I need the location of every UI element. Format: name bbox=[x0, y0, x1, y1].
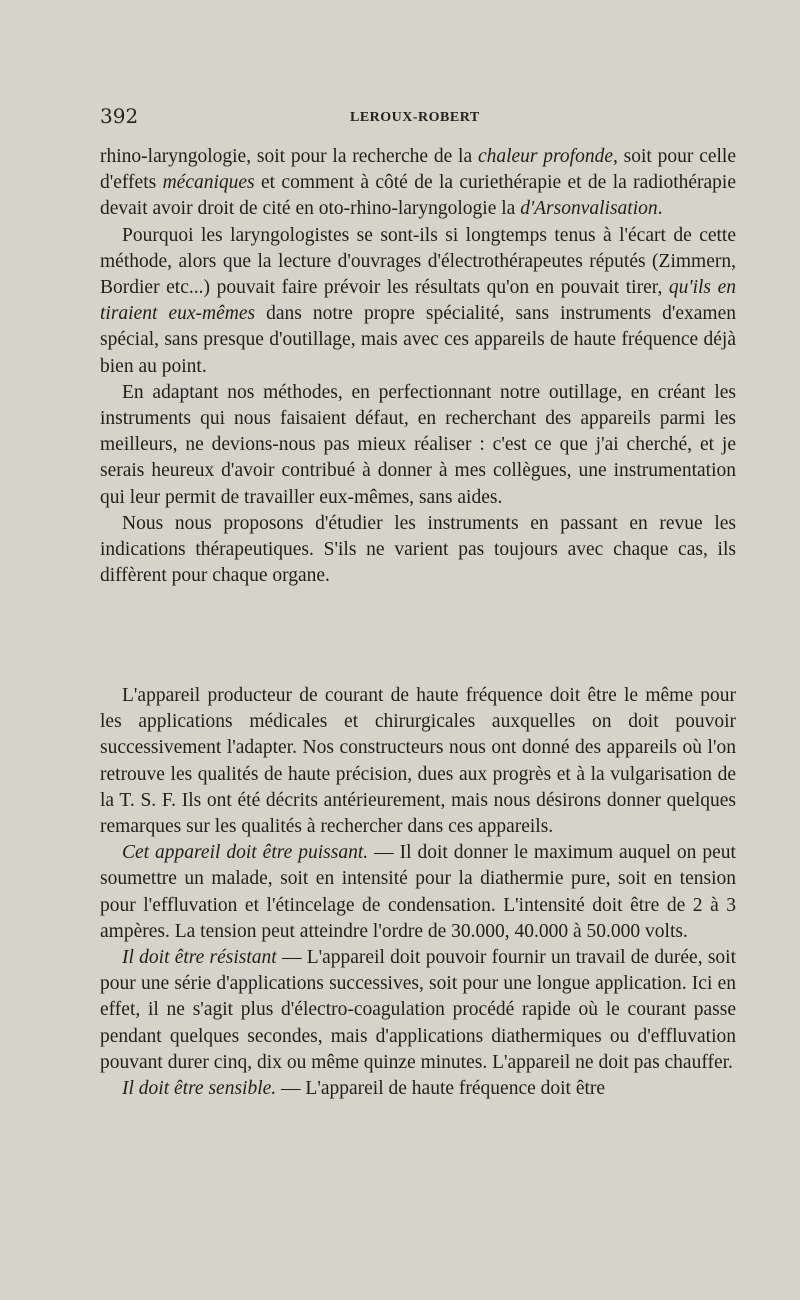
paragraph bbox=[100, 683, 736, 840]
text-run: rhino-laryngologie, soit pour la recherche de la bbox=[100, 146, 478, 167]
italic-run: Il doit être sensible. bbox=[122, 1078, 277, 1100]
text-run: L'appareil producteur de courant de haute fréquence doit être le même pour les applications médicales et chirurgicales auxquelles on doit pouvoir successivement l'adapter. Nos constructeurs nous ont donné des appareils où l'on retrouve les qualités de haute précision, dues aux progrès et à la vulgarisation de la T. S. F. Ils ont été décrits antérieurement, mais nous désirons donner quelques remarques sur les qualités à rechercher dans ces appareils. bbox=[100, 685, 736, 838]
page-header bbox=[100, 104, 740, 134]
text-run: et comment à côté de la curiethérapie et de la radiothérapie devait avoir droit de cité en oto-rhino-laryngologie la bbox=[100, 172, 736, 220]
paragraph bbox=[100, 223, 736, 380]
text-run: . bbox=[657, 198, 663, 220]
text-run: , soit pour celle d'effets bbox=[100, 146, 736, 194]
paragraph bbox=[100, 840, 736, 945]
text-run: Pourquoi les laryngologistes se sont-ils si longtemps tenus à l'écart de cette méthode, alors que la lecture d'ouvrages d'électrothérapeutes réputés (Zimmern, Bordier etc...) pouvait faire prévoir les résultats qu'on en pouvait tirer, bbox=[100, 224, 736, 299]
text-run: En adaptant nos méthodes, en perfectionnant notre outillage, en créant les instruments qui nous faisaient défaut, en recherchant des appareils parmi les meilleurs, ne devions-nous pas mieux réaliser : c'est ce que j'ai cherché, et je serais heureux d'avoir contribué à donner à mes collègues, une instrumentation qui leur permit de travailler eux-mêmes, sans aides. bbox=[100, 381, 736, 508]
italic-run: mécaniques bbox=[162, 172, 255, 194]
page-number: 392 bbox=[100, 104, 139, 128]
paragraph bbox=[100, 380, 736, 511]
italic-run: qu'ils en tiraient eux-mêmes bbox=[100, 277, 736, 325]
text-run: Nous nous proposons d'étudier les instruments en passant en revue les indications thérapeutiques. S'ils ne varient pas toujours avec chaque cas, ils diffèrent pour chaque organe. bbox=[100, 512, 736, 587]
italic-run: chaleur profonde bbox=[477, 146, 613, 167]
text-run: dans notre propre spécialité, sans instruments d'examen spécial, sans presque d'outillage, mais avec ces appareils de haute fréquence déjà bien au point. bbox=[100, 303, 736, 377]
text-section-lower bbox=[100, 683, 736, 1102]
running-head: LEROUX-ROBERT bbox=[350, 110, 480, 125]
text-run: — L'appareil de haute fréquence doit être bbox=[276, 1078, 606, 1100]
italic-run: Il doit être résistant bbox=[122, 947, 277, 969]
italic-run: Cet appareil doit être puissant. bbox=[122, 842, 369, 864]
text-section-upper bbox=[100, 144, 736, 589]
paragraph bbox=[100, 511, 736, 590]
paragraph bbox=[100, 945, 736, 1076]
text-run: — Il doit donner le maximum auquel on peut soumettre un malade, soit en intensité pour la diathermie pure, soit en tension pour l'effluvation et l'étincelage de condensation. L'intensité doit être de 2 à 3 ampères. La tension peut atteindre l'ordre de 30.000, 40.000 à 50.000 volts. bbox=[100, 842, 736, 942]
italic-run: d'Arsonvalisation bbox=[520, 198, 658, 220]
paragraph bbox=[100, 144, 736, 223]
paragraph bbox=[100, 1076, 736, 1102]
text-run: — L'appareil doit pouvoir fournir un travail de durée, soit pour une série d'applications successives, soit pour une longue application. Ici en effet, il ne s'agit plus d'électro-coagulation procédé rapide où le courant passe pendant quelques secondes, mais d'applications diathermiques ou d'effluvation pouvant durer cinq, dix ou même quinze minutes. L'appareil ne doit pas chauffer. bbox=[100, 947, 736, 1073]
